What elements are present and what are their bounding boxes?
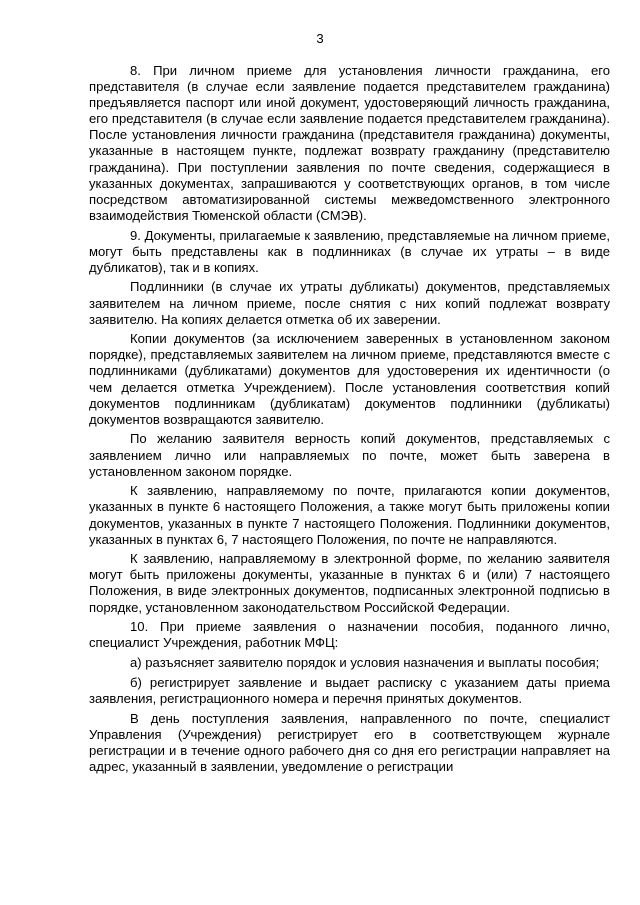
paragraph-mail-registration: В день поступления заявления, направленного по почте, специалист Управления (Учреждения) регистрирует его в соответствующем журнале регистрации и в течение одного рабочего дня со дня его регистрации направляет на адрес, указанный в заявлении, уведомление о регистрации [89, 710, 610, 774]
paragraph-electronic-application: К заявлению, направляемому в электронной форме, по желанию заявителя могут быть приложены документы, указанные в пунктах 6 и (или) 7 настоящего Положения, в виде электронных документов, подписанных электронной подписью в порядке, установленном законодательством Российской Федерации. [89, 551, 610, 615]
paragraph-10-item-a: а) разъясняет заявителю порядок и условия назначения и выплаты пособия; [130, 655, 600, 671]
page-number: 3 [316, 31, 324, 46]
paragraph-copies: Копии документов (за исключением заверенных в установленном законом порядке), представляемых заявителем на личном приеме, представляются вместе с подлинниками (дубликатами) документов для удостоверения их идентичности (о чем делается отметка Учреждением). После установления соответствия копий документов подлинникам (дубликатам) документов подлинники (дубликаты) документов возвращаются заявителю. [89, 331, 610, 427]
paragraph-8-identity: 8. При личном приеме для установления личности гражданина, его представителя (в случае если заявление подается представителем гражданина) предъявляется паспорт или иной документ, удостоверяющий личность гражданина, его представителя (в случае если заявление подается представителем гражданина). После установления личности гражданина (представителя гражданина) документы, указанные в настоящем пункте, подлежат возврату гражданину (представителю гражданина). При поступлении заявления по почте сведения, содержащиеся в указанных документах, запрашиваются у соответствующих органов, в том числе посредством автоматизированной системы межведомственного электронного взаимодействия Тюменской области (СМЭВ). [89, 63, 610, 223]
paragraph-10-item-b: б) регистрирует заявление и выдает расписку с указанием даты приема заявления, регистрационного номера и перечня принятых документов. [89, 674, 610, 706]
paragraph-10-reception: 10. При приеме заявления о назначении пособия, поданного лично, специалист Учреждения, работник МФЦ: [89, 619, 610, 651]
paragraph-9-documents: 9. Документы, прилагаемые к заявлению, представляемые на личном приеме, могут быть представлены как в подлинниках (в случае их утраты – в виде дубликатов), так и в копиях. [89, 227, 610, 275]
paragraph-mail-application: К заявлению, направляемому по почте, прилагаются копии документов, указанных в пункте 6 настоящего Положения, а также могут быть приложены копии документов, указанных в пункте 7 настоящего Положения. Подлинники документов, указанных в пунктах 6, 7 настоящего Положения, по почте не направляются. [89, 483, 610, 547]
document-body [89, 63, 610, 778]
paragraph-copies-certification: По желанию заявителя верность копий документов, представляемых с заявлением лично или направляемых по почте, может быть заверена в установленном законом порядке. [89, 431, 610, 479]
paragraph-originals-return: Подлинники (в случае их утраты дубликаты) документов, представляемых заявителем на личном приеме, после снятия с них копий подлежат возврату заявителю. На копиях делается отметка об их заверении. [89, 279, 610, 327]
